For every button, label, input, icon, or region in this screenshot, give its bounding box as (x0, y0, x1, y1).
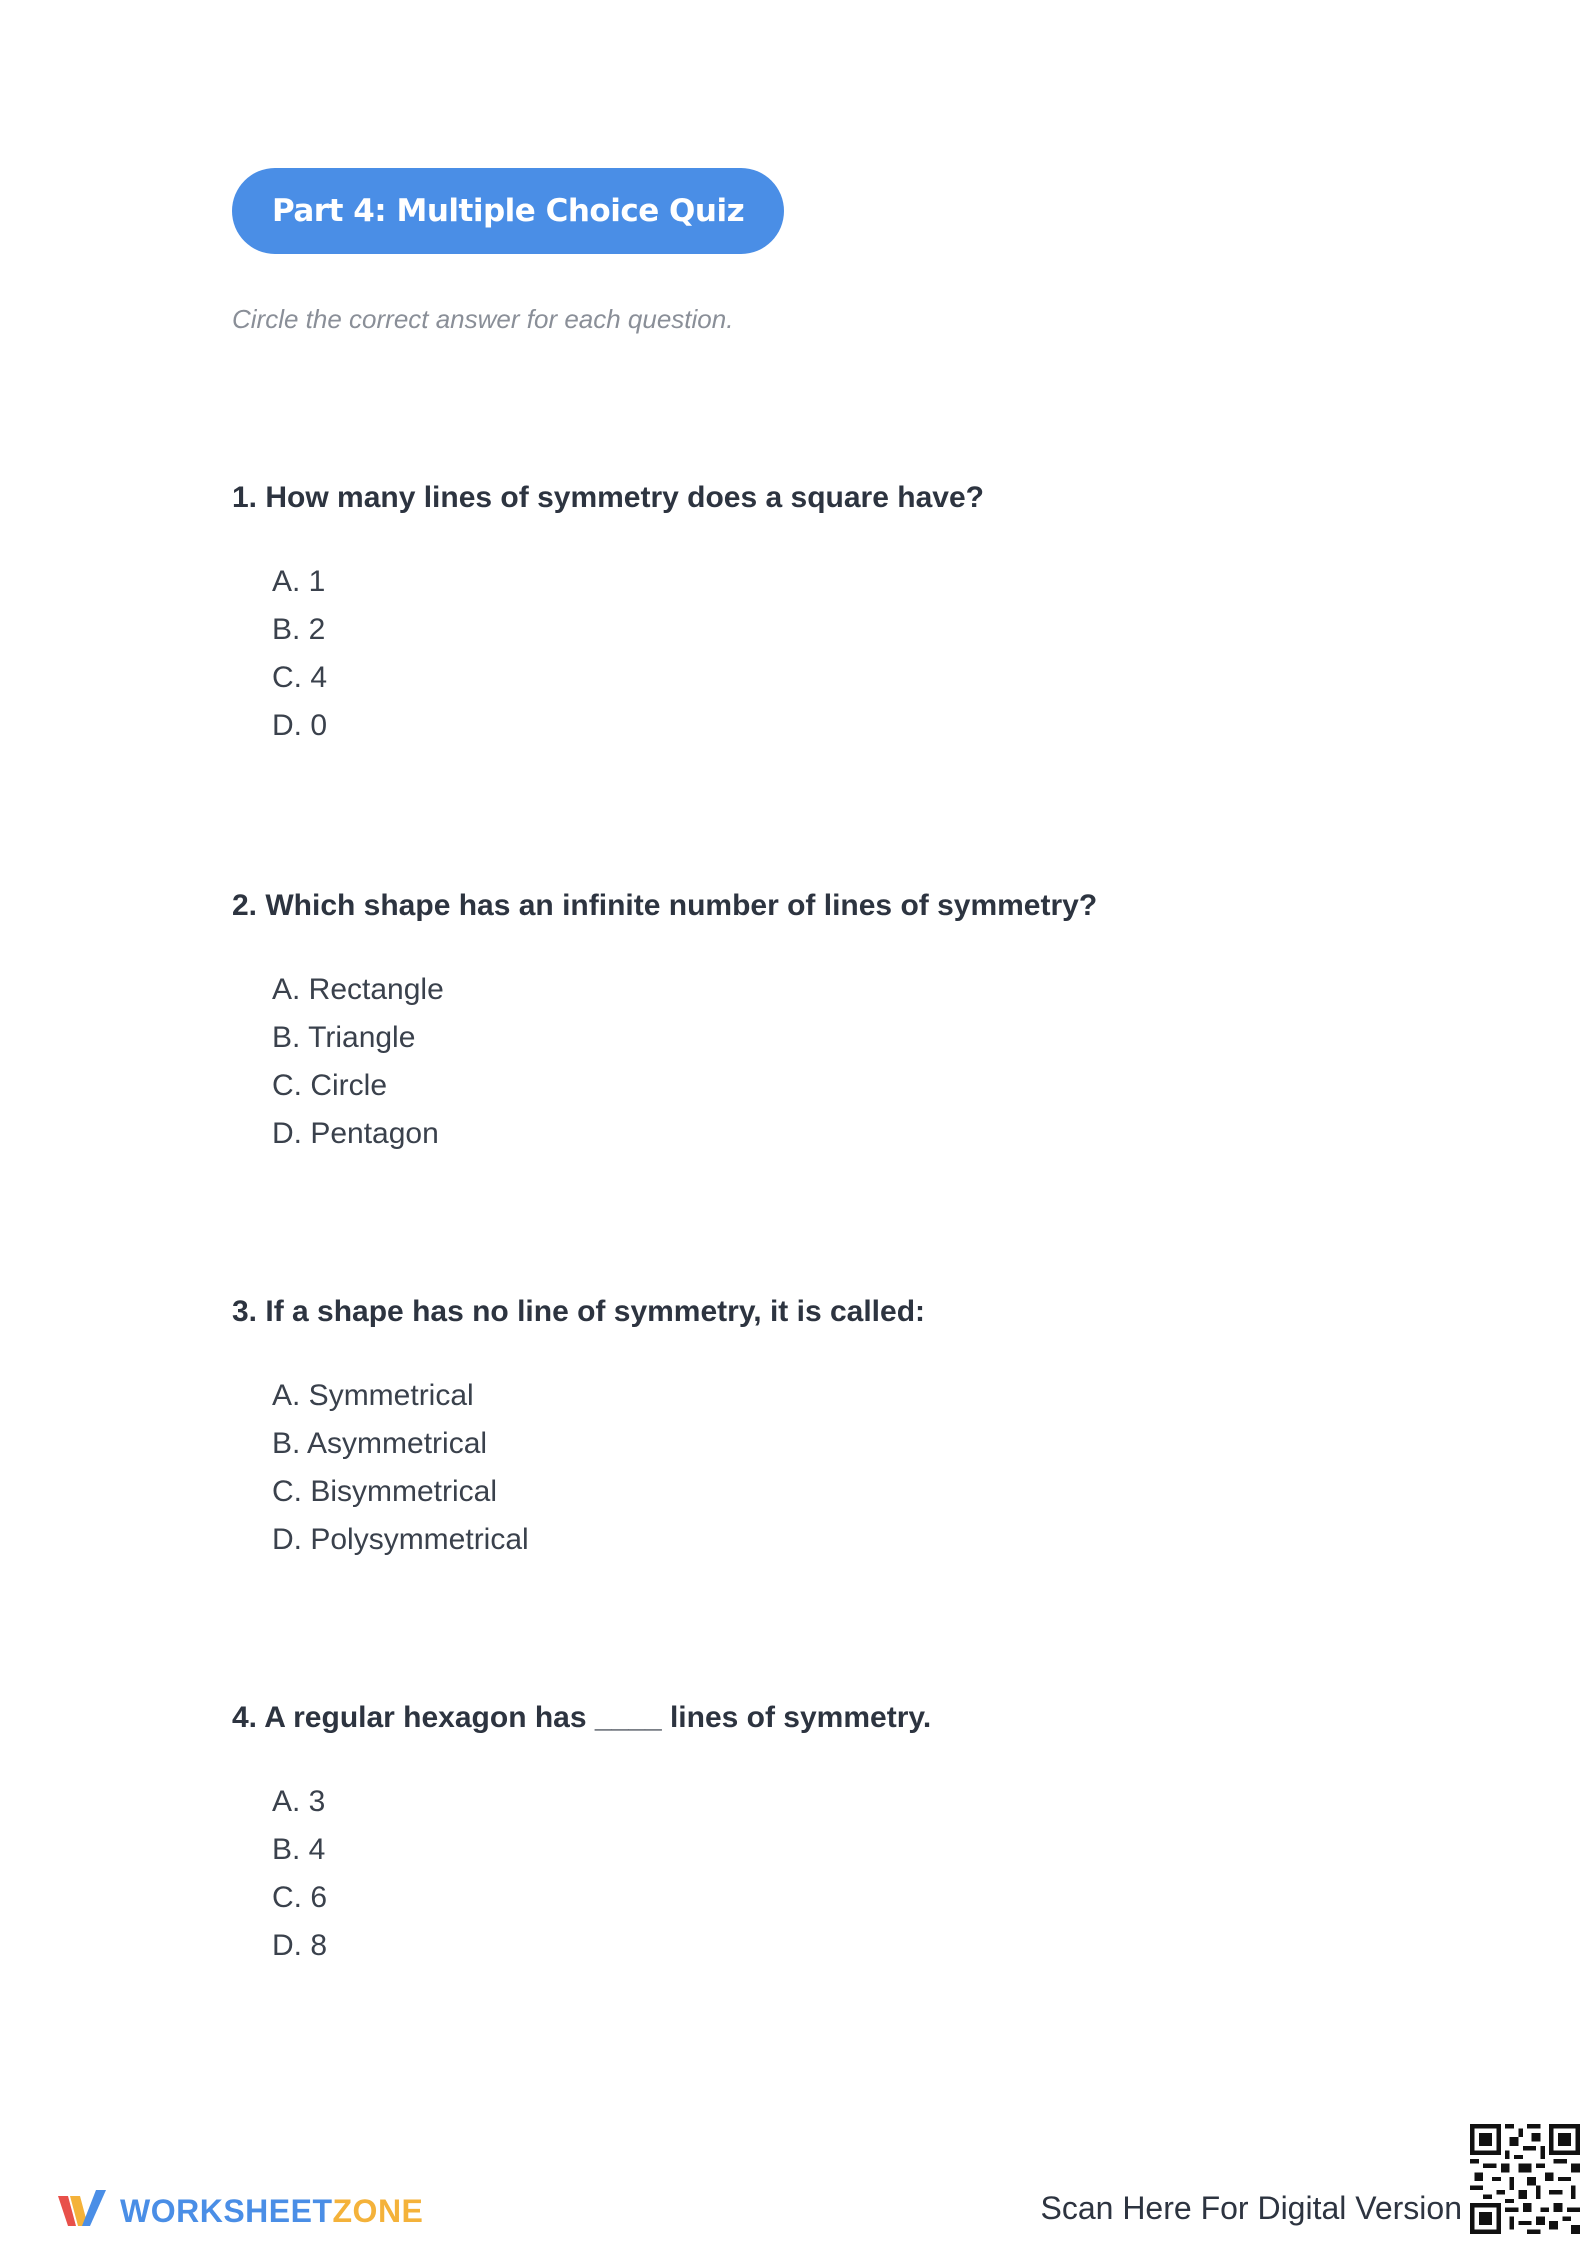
option-a[interactable]: A. Rectangle (272, 973, 444, 1006)
option-d[interactable]: D. Pentagon (272, 1117, 439, 1150)
qr-code-icon[interactable] (1470, 2124, 1580, 2234)
instructions-text: Circle the correct answer for each question. (232, 304, 734, 334)
logo-wordmark (120, 2193, 423, 2230)
answer-options (272, 1372, 1432, 1564)
question-text: 3. If a shape has no line of symmetry, it is called: (232, 1295, 926, 1328)
option-d[interactable]: D. Polysymmetrical (272, 1523, 529, 1556)
option-c[interactable]: C. Bisymmetrical (272, 1475, 498, 1508)
option-a[interactable]: A. 3 (272, 1785, 326, 1818)
logo-word-zone: ZONE (332, 2192, 424, 2229)
question-4 (232, 1698, 1432, 1970)
option-b[interactable]: B. Triangle (272, 1021, 416, 1054)
option-a[interactable]: A. Symmetrical (272, 1379, 474, 1412)
answer-options (272, 1778, 1432, 1970)
question-1 (232, 478, 1432, 750)
question-2 (232, 886, 1432, 1158)
option-b[interactable]: B. 2 (272, 613, 326, 646)
question-text: 4. A regular hexagon has ____ lines of symmetry. (232, 1701, 932, 1734)
question-text: 1. How many lines of symmetry does a square have? (232, 481, 984, 514)
part-title-pill: Part 4: Multiple Choice Quiz (232, 168, 784, 254)
worksheetzone-logo[interactable] (58, 2186, 423, 2236)
answer-options (272, 966, 1432, 1158)
option-a[interactable]: A. 1 (272, 565, 326, 598)
question-3 (232, 1292, 1432, 1564)
option-c[interactable]: C. 6 (272, 1881, 328, 1914)
scan-digital-version-text: Scan Here For Digital Version (1040, 2190, 1462, 2226)
option-c[interactable]: C. Circle (272, 1069, 388, 1102)
logo-word-worksheet: WORKSHEET (120, 2192, 333, 2229)
option-d[interactable]: D. 0 (272, 709, 328, 742)
option-b[interactable]: B. Asymmetrical (272, 1427, 488, 1460)
worksheetzone-logo-icon (58, 2188, 106, 2234)
option-c[interactable]: C. 4 (272, 661, 328, 694)
question-text: 2. Which shape has an infinite number of lines of symmetry? (232, 889, 1098, 922)
option-d[interactable]: D. 8 (272, 1929, 328, 1962)
option-b[interactable]: B. 4 (272, 1833, 326, 1866)
answer-options (272, 558, 1432, 750)
